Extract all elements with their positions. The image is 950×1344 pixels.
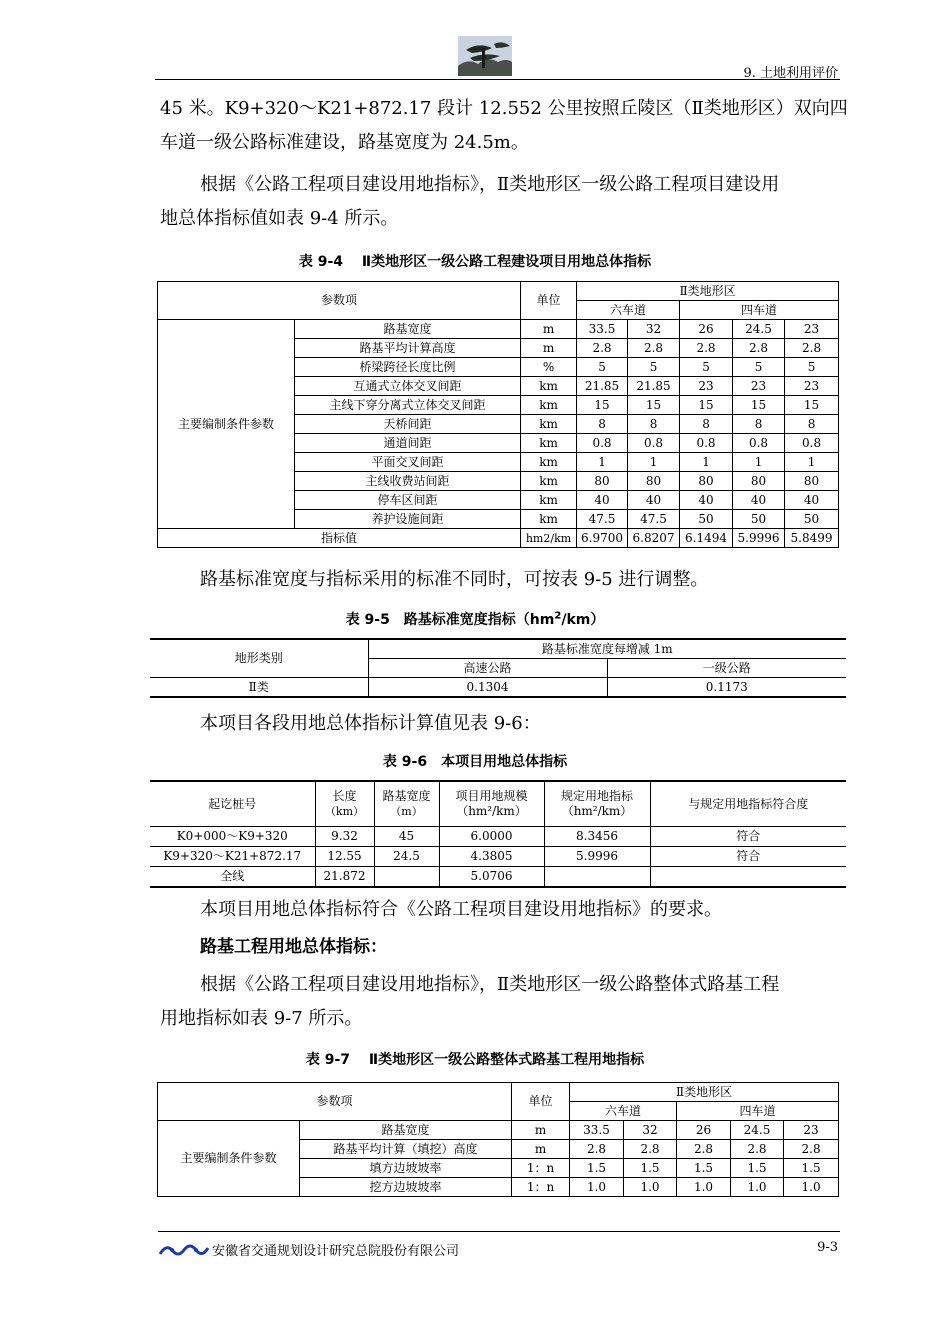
table-cell: m xyxy=(521,320,577,339)
table-cell: 8 xyxy=(628,415,680,434)
table-cell: 50 xyxy=(680,510,733,529)
table-cell: 8 xyxy=(785,415,839,434)
table-cell: 1 xyxy=(577,453,628,472)
table-9-5-header-class1: 一级公路 xyxy=(607,659,846,678)
table-cell: 路基宽度 xyxy=(300,1121,512,1140)
table-cell: 0.8 xyxy=(785,434,839,453)
table-cell: 6.0000 xyxy=(439,827,544,847)
table-9-6-header-station: 起讫桩号 xyxy=(150,781,315,827)
table-9-6-header-spec-label: 规定用地指标 xyxy=(560,789,633,803)
table-cell: 2.8 xyxy=(677,1140,731,1159)
table-cell: 主线收费站间距 xyxy=(295,472,521,491)
table-9-6-header-spec-unit: （hm²/km） xyxy=(561,804,633,818)
table-cell: 40 xyxy=(628,491,680,510)
table-cell: 21.85 xyxy=(628,377,680,396)
table-cell: 80 xyxy=(680,472,733,491)
table-row xyxy=(150,847,846,867)
table-cell: 1 xyxy=(733,453,785,472)
table-cell: 天桥间距 xyxy=(295,415,521,434)
table-cell: 24.5 xyxy=(374,847,439,867)
table-9-6-header-length xyxy=(315,781,374,827)
table-cell: 40 xyxy=(785,491,839,510)
table-cell: 2.8 xyxy=(733,339,785,358)
table-cell xyxy=(650,867,846,888)
table-cell: 8 xyxy=(733,415,785,434)
table-cell: 15 xyxy=(680,396,733,415)
table-cell: 桥梁跨径长度比例 xyxy=(295,358,521,377)
table-cell: 1 xyxy=(628,453,680,472)
table-cell: 1.5 xyxy=(784,1159,839,1178)
table-cell: 6.1494 xyxy=(680,529,733,548)
table-9-5-header-highway: 高速公路 xyxy=(368,659,607,678)
table-9-5-caption-main: 表 9-5 路基标准宽度指标（hm xyxy=(345,612,555,628)
table-9-4-group-label: 主要编制条件参数 xyxy=(158,320,295,529)
table-cell: 23 xyxy=(784,1121,839,1140)
table-cell: K9+320～K21+872.17 xyxy=(150,847,315,867)
table-cell: 互通式立体交叉间距 xyxy=(295,377,521,396)
table-cell: 32 xyxy=(624,1121,677,1140)
table-cell: 33.5 xyxy=(577,320,628,339)
paragraph-2-line-1: 根据《公路工程项目建设用地指标》，Ⅱ类地形区一级公路工程项目建设用 xyxy=(200,174,780,195)
header-section-title: 9. 土地利用评价 xyxy=(743,66,838,81)
table-cell: 1.0 xyxy=(570,1178,624,1197)
table-cell: 5.0706 xyxy=(439,867,544,888)
table-cell: 路基平均计算高度 xyxy=(295,339,521,358)
table-9-5-header-terrain-type: 地形类别 xyxy=(150,639,368,678)
table-9-6-header-scale xyxy=(439,781,544,827)
table-cell: 2.8 xyxy=(577,339,628,358)
table-9-5-header-reduce: 路基标准宽度每增减 1m xyxy=(368,639,846,659)
table-cell: 0.8 xyxy=(733,434,785,453)
table-cell: 47.5 xyxy=(577,510,628,529)
table-9-7-header-unit: 单位 xyxy=(512,1083,570,1121)
table-cell: 5.8499 xyxy=(785,529,839,548)
table-9-4-header-four-lane: 四车道 xyxy=(680,301,839,320)
table-row xyxy=(150,827,846,847)
table-cell: 1：n xyxy=(512,1178,570,1197)
table-cell: 2.8 xyxy=(785,339,839,358)
paragraph-5: 本项目用地总体指标符合《公路工程项目建设用地指标》的要求。 xyxy=(200,899,722,920)
table-9-7-header-four-lane: 四车道 xyxy=(677,1102,839,1121)
table-cell: 5 xyxy=(785,358,839,377)
table-cell: 0.8 xyxy=(680,434,733,453)
table-cell: 主线下穿分离式立体交叉间距 xyxy=(295,396,521,415)
table-cell: m xyxy=(521,339,577,358)
table-row xyxy=(150,867,846,888)
table-cell: 停车区间距 xyxy=(295,491,521,510)
table-cell: 47.5 xyxy=(628,510,680,529)
table-cell: 全线 xyxy=(150,867,315,888)
table-cell: 1：n xyxy=(512,1159,570,1178)
table-cell: 符合 xyxy=(650,827,846,847)
table-cell: 80 xyxy=(577,472,628,491)
table-cell: 40 xyxy=(577,491,628,510)
table-cell: 9.32 xyxy=(315,827,374,847)
header-pine-logo-icon xyxy=(458,36,512,76)
table-9-4-header-param: 参数项 xyxy=(158,282,521,320)
footer-company-name: 安徽省交通规划设计研究总院股份有限公司 xyxy=(212,1244,460,1259)
footer-page-number: 9-3 xyxy=(817,1240,838,1255)
table-cell: 6.9700 xyxy=(577,529,628,548)
paragraph-1-line-1: 45 米。K9+320～K21+872.17 段计 12.552 公里按照丘陵区（Ⅱ类地形区）双向四 xyxy=(160,98,848,119)
table-cell: 45 xyxy=(374,827,439,847)
table-cell: 通道间距 xyxy=(295,434,521,453)
table-row xyxy=(158,320,839,339)
table-cell: km xyxy=(521,491,577,510)
table-cell: km xyxy=(521,415,577,434)
table-cell: 26 xyxy=(680,320,733,339)
paragraph-7 xyxy=(160,968,850,1036)
table-9-6-header-spec xyxy=(544,781,650,827)
paragraph-6-heading: 路基工程用地总体指标： xyxy=(200,937,387,957)
table-cell: 40 xyxy=(733,491,785,510)
table-cell: km xyxy=(521,396,577,415)
table-cell: 养护设施间距 xyxy=(295,510,521,529)
table-9-5-caption xyxy=(0,609,950,629)
table-cell: 5 xyxy=(628,358,680,377)
table-cell: 挖方边坡坡率 xyxy=(300,1178,512,1197)
paragraph-3: 路基标准宽度与指标采用的标准不同时，可按表 9-5 进行调整。 xyxy=(200,569,709,590)
paragraph-2 xyxy=(160,168,850,236)
table-cell: 路基宽度 xyxy=(295,320,521,339)
table-9-7-header-six-lane: 六车道 xyxy=(570,1102,677,1121)
table-cell: 15 xyxy=(733,396,785,415)
table-9-4-header-unit: 单位 xyxy=(521,282,577,320)
table-cell: 15 xyxy=(785,396,839,415)
table-9-6-caption: 表 9-6 本项目用地总体指标 xyxy=(382,754,568,770)
table-cell: 平面交叉间距 xyxy=(295,453,521,472)
table-cell: km xyxy=(521,510,577,529)
table-cell: 5.9996 xyxy=(544,847,650,867)
table-cell: 0.1173 xyxy=(607,678,846,698)
table-cell: 1.5 xyxy=(570,1159,624,1178)
table-9-7-caption: 表 9-7 Ⅱ类地形区一级公路整体式路基工程用地指标 xyxy=(305,1052,645,1068)
table-9-6-header-width xyxy=(374,781,439,827)
table-cell: 8 xyxy=(680,415,733,434)
table-cell: 符合 xyxy=(650,847,846,867)
table-9-4-header-terrain: Ⅱ类地形区 xyxy=(577,282,839,301)
table-cell: Ⅱ类 xyxy=(150,678,368,698)
table-cell: 1.0 xyxy=(731,1178,784,1197)
table-cell: 24.5 xyxy=(733,320,785,339)
table-cell: km xyxy=(521,453,577,472)
table-cell: 5 xyxy=(733,358,785,377)
table-cell: km xyxy=(521,377,577,396)
table-cell: K0+000～K9+320 xyxy=(150,827,315,847)
paragraph-1-line-2: 车道一级公路标准建设，路基宽度为 24.5m。 xyxy=(160,132,529,153)
table-cell: 2.8 xyxy=(624,1140,677,1159)
table-cell: 0.1304 xyxy=(368,678,607,698)
table-9-4 xyxy=(157,281,839,548)
table-cell: 1 xyxy=(680,453,733,472)
table-9-6-header-length-unit: （km） xyxy=(324,805,365,818)
table-cell: km xyxy=(521,472,577,491)
table-cell: 1.0 xyxy=(624,1178,677,1197)
table-9-7-header-param: 参数项 xyxy=(158,1083,512,1121)
table-cell: 5 xyxy=(577,358,628,377)
table-cell: 0.8 xyxy=(628,434,680,453)
table-cell: 50 xyxy=(733,510,785,529)
table-cell: 1.0 xyxy=(677,1178,731,1197)
table-cell: 50 xyxy=(785,510,839,529)
table-cell: 路基平均计算（填挖）高度 xyxy=(300,1140,512,1159)
paragraph-2-line-2: 地总体指标值如表 9-4 所示。 xyxy=(160,208,399,229)
table-9-6-header-scale-label: 项目用地规模 xyxy=(455,789,528,803)
table-cell: 24.5 xyxy=(731,1121,784,1140)
table-cell xyxy=(544,867,650,888)
table-cell: 1.5 xyxy=(731,1159,784,1178)
table-9-4-index-unit: hm2/km xyxy=(521,529,577,548)
paragraph-7-line-2: 用地指标如表 9-7 所示。 xyxy=(160,1008,363,1029)
table-9-5 xyxy=(150,638,846,698)
table-cell: 80 xyxy=(628,472,680,491)
table-row xyxy=(150,678,846,698)
table-cell: m xyxy=(512,1121,570,1140)
table-cell: 26 xyxy=(677,1121,731,1140)
table-cell: 21.872 xyxy=(315,867,374,888)
paragraph-1 xyxy=(160,92,850,160)
table-9-5-caption-tail: /km） xyxy=(561,612,605,628)
table-cell: 15 xyxy=(577,396,628,415)
table-cell: 23 xyxy=(785,320,839,339)
table-cell: % xyxy=(521,358,577,377)
table-cell: 15 xyxy=(628,396,680,415)
table-cell: 6.8207 xyxy=(628,529,680,548)
table-cell: 填方边坡坡率 xyxy=(300,1159,512,1178)
table-cell: 1.5 xyxy=(677,1159,731,1178)
table-cell: m xyxy=(512,1140,570,1159)
table-cell: 1.0 xyxy=(784,1178,839,1197)
table-cell: 0.8 xyxy=(577,434,628,453)
table-cell: 23 xyxy=(785,377,839,396)
footer-wave-logo-icon xyxy=(158,1236,210,1264)
table-cell: 80 xyxy=(785,472,839,491)
table-cell: 1 xyxy=(785,453,839,472)
header-divider xyxy=(155,79,840,80)
table-cell: 5 xyxy=(680,358,733,377)
table-cell: 21.85 xyxy=(577,377,628,396)
table-9-7-header-terrain: Ⅱ类地形区 xyxy=(570,1083,839,1102)
table-cell: 1.5 xyxy=(624,1159,677,1178)
paragraph-4: 本项目各段用地总体指标计算值见表 9-6： xyxy=(200,713,541,734)
table-cell: 12.55 xyxy=(315,847,374,867)
table-cell: 40 xyxy=(680,491,733,510)
table-cell: 80 xyxy=(733,472,785,491)
table-9-6-header-length-label: 长度 xyxy=(332,789,357,803)
table-cell: 5.9996 xyxy=(733,529,785,548)
table-cell: 2.8 xyxy=(570,1140,624,1159)
footer-divider xyxy=(158,1231,840,1232)
table-cell: 2.8 xyxy=(628,339,680,358)
table-9-6-header-width-unit: （m） xyxy=(390,805,423,818)
table-cell: 33.5 xyxy=(570,1121,624,1140)
table-cell: 2.8 xyxy=(731,1140,784,1159)
table-9-5-caption-superscript: 2 xyxy=(554,610,562,622)
table-row xyxy=(158,1121,839,1140)
paragraph-7-line-1: 根据《公路工程项目建设用地指标》，Ⅱ类地形区一级公路整体式路基工程 xyxy=(200,974,780,995)
table-cell: 4.3805 xyxy=(439,847,544,867)
table-9-6-header-scale-unit: （hm²/km） xyxy=(456,804,527,818)
table-cell: km xyxy=(521,434,577,453)
table-cell: 23 xyxy=(733,377,785,396)
table-9-6 xyxy=(150,780,846,888)
table-9-6-header-width-label: 路基宽度 xyxy=(382,789,431,803)
table-9-7-group-label: 主要编制条件参数 xyxy=(158,1121,300,1197)
table-cell: 32 xyxy=(628,320,680,339)
table-9-4-caption: 表 9-4 Ⅱ类地形区一级公路工程建设项目用地总体指标 xyxy=(298,254,652,270)
table-cell: 2.8 xyxy=(680,339,733,358)
table-row xyxy=(158,529,839,548)
table-cell: 2.8 xyxy=(784,1140,839,1159)
table-9-4-index-label: 指标值 xyxy=(158,529,521,548)
table-cell: 23 xyxy=(680,377,733,396)
table-cell: 8.3456 xyxy=(544,827,650,847)
table-9-4-header-six-lane: 六车道 xyxy=(577,301,680,320)
table-cell xyxy=(374,867,439,888)
table-cell: 8 xyxy=(577,415,628,434)
table-9-6-header-conform: 与规定用地指标符合度 xyxy=(650,781,846,827)
table-9-7 xyxy=(157,1082,839,1197)
